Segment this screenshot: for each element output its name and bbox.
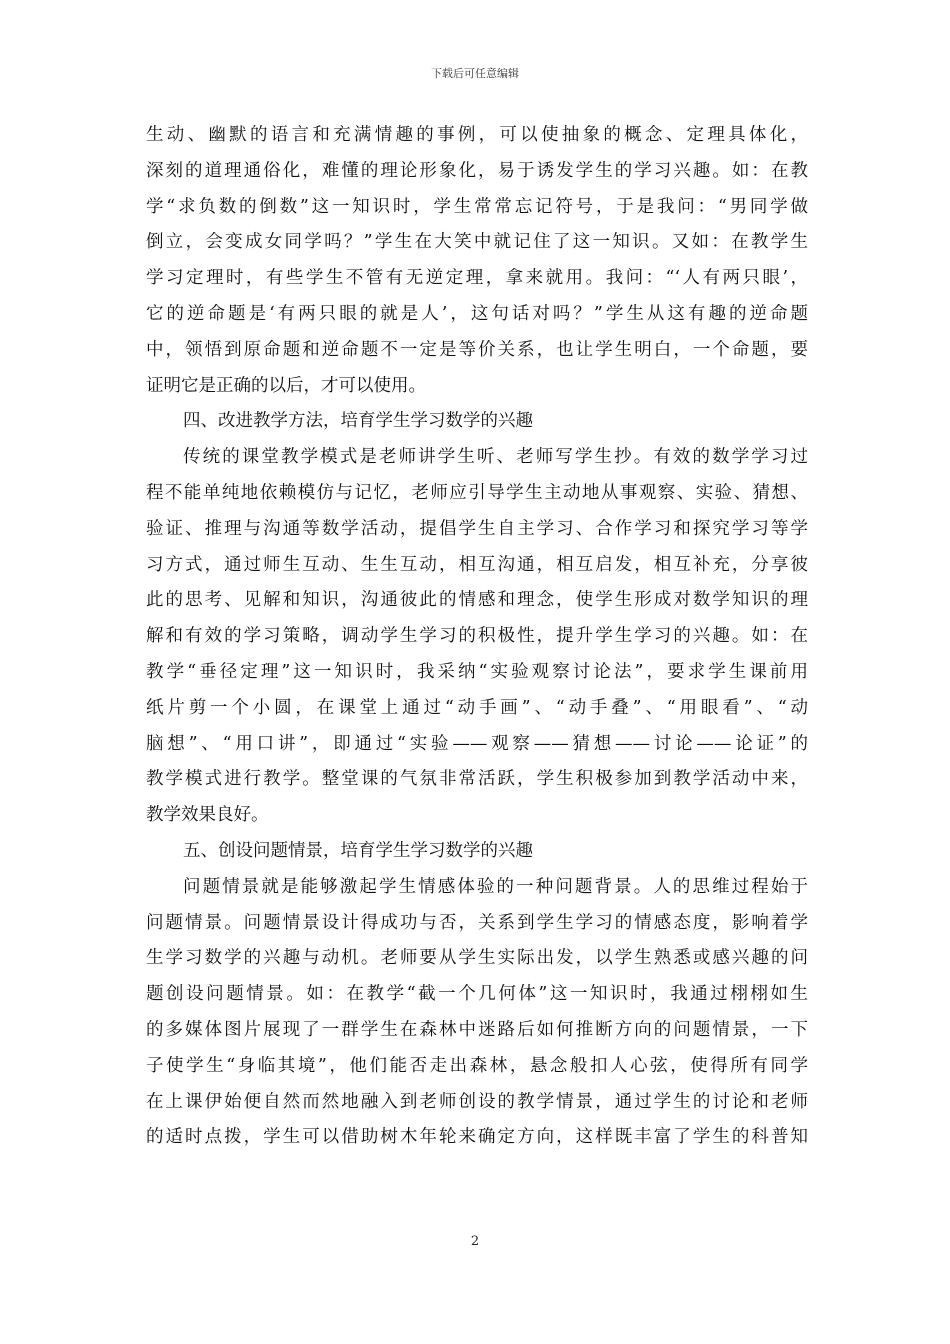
paragraph-line: 习方式，通过师生互动、生生互动，相互沟通，相互启发，相互补充，分享彼 xyxy=(146,554,808,575)
section-heading: 五、创设问题情景，培育学生学习数学的兴趣 xyxy=(183,840,533,861)
paragraph-line: 题创设问题情景。如：在教学“截一个几何体”这一知识时，我通过栩栩如生 xyxy=(146,984,808,1005)
paragraph-line: 的适时点拨，学生可以借助树木年轮来确定方向，这样既丰富了学生的科普知 xyxy=(146,1127,808,1148)
paragraph-line: 生学习数学的兴趣与动机。老师要从学生实际出发，以学生熟悉或感兴趣的问 xyxy=(146,948,808,969)
paragraph-line: 纸片剪一个小圆，在课堂上通过“动手画”、“动手叠”、“用眼看”、“动 xyxy=(146,697,808,718)
page-header: 下载后可任意编辑 xyxy=(431,67,519,80)
paragraph-line: 深刻的道理通俗化，难懂的理论形象化，易于诱发学生的学习兴趣。如：在教 xyxy=(146,160,808,181)
paragraph-line: 验证、推理与沟通等数学活动，提倡学生自主学习、合作学习和探究学习等学 xyxy=(146,518,808,539)
paragraph-line: 教学模式进行教学。整堂课的气氛非常活跃，学生积极参加到教学活动中来， xyxy=(146,769,808,790)
document-body xyxy=(146,118,808,1156)
paragraph-line: 倒立，会变成女同学吗？”学生在大笑中就记住了这一知识。又如：在教学生 xyxy=(146,232,808,253)
paragraph-line: 脑想”、“用口讲”，即通过“实验——观察——猜想——讨论——论证”的 xyxy=(146,733,808,754)
page-number: 2 xyxy=(470,1234,480,1249)
paragraph-line: 程不能单纯地依赖模仿与记忆，老师应引导学生主动地从事观察、实验、猜想、 xyxy=(146,482,808,503)
paragraph-line: 解和有效的学习策略，调动学生学习的积极性，提升学生学习的兴趣。如：在 xyxy=(146,626,808,647)
paragraph-line: 它的逆命题是‘有两只眼的就是人’，这句话对吗？”学生从这有趣的逆命题 xyxy=(146,303,808,324)
paragraph-line: 问题情景就是能够激起学生情感体验的一种问题背景。人的思维过程始于 xyxy=(183,876,808,897)
paragraph-line: 教学“垂径定理”这一知识时，我采纳“实验观察讨论法”，要求学生课前用 xyxy=(146,661,808,682)
paragraph-line: 问题情景。问题情景设计得成功与否，关系到学生学习的情感态度，影响着学 xyxy=(146,912,808,933)
paragraph-line: 证明它是正确的以后，才可以使用。 xyxy=(146,375,426,396)
paragraph-line: 此的思考、见解和知识，沟通彼此的情感和理念，使学生形成对数学知识的理 xyxy=(146,590,808,611)
paragraph-line: 中，领悟到原命题和逆命题不一定是等价关系，也让学生明白，一个命题，要 xyxy=(146,339,808,360)
section-heading: 四、改进教学方法，培育学生学习数学的兴趣 xyxy=(183,411,533,432)
paragraph-line: 在上课伊始便自然而然地融入到老师创设的教学情景，通过学生的讨论和老师 xyxy=(146,1091,808,1112)
paragraph-line: 子使学生“身临其境”，他们能否走出森林，悬念般扣人心弦，使得所有同学 xyxy=(146,1055,808,1076)
paragraph-line: 传统的课堂教学模式是老师讲学生听、老师写学生抄。有效的数学学习过 xyxy=(183,447,808,468)
paragraph-line: 生动、幽默的语言和充满情趣的事例，可以使抽象的概念、定理具体化， xyxy=(146,125,808,145)
paragraph-line: 学习定理时，有些学生不管有无逆定理，拿来就用。我问：“‘人有两只眼’， xyxy=(146,268,808,289)
paragraph-line: 的多媒体图片展现了一群学生在森林中迷路后如何推断方向的问题情景，一下 xyxy=(146,1019,808,1040)
paragraph-line: 教学效果良好。 xyxy=(146,805,269,826)
paragraph-line: 学“求负数的倒数”这一知识时，学生常常忘记符号，于是我问：“男同学做 xyxy=(146,196,808,217)
